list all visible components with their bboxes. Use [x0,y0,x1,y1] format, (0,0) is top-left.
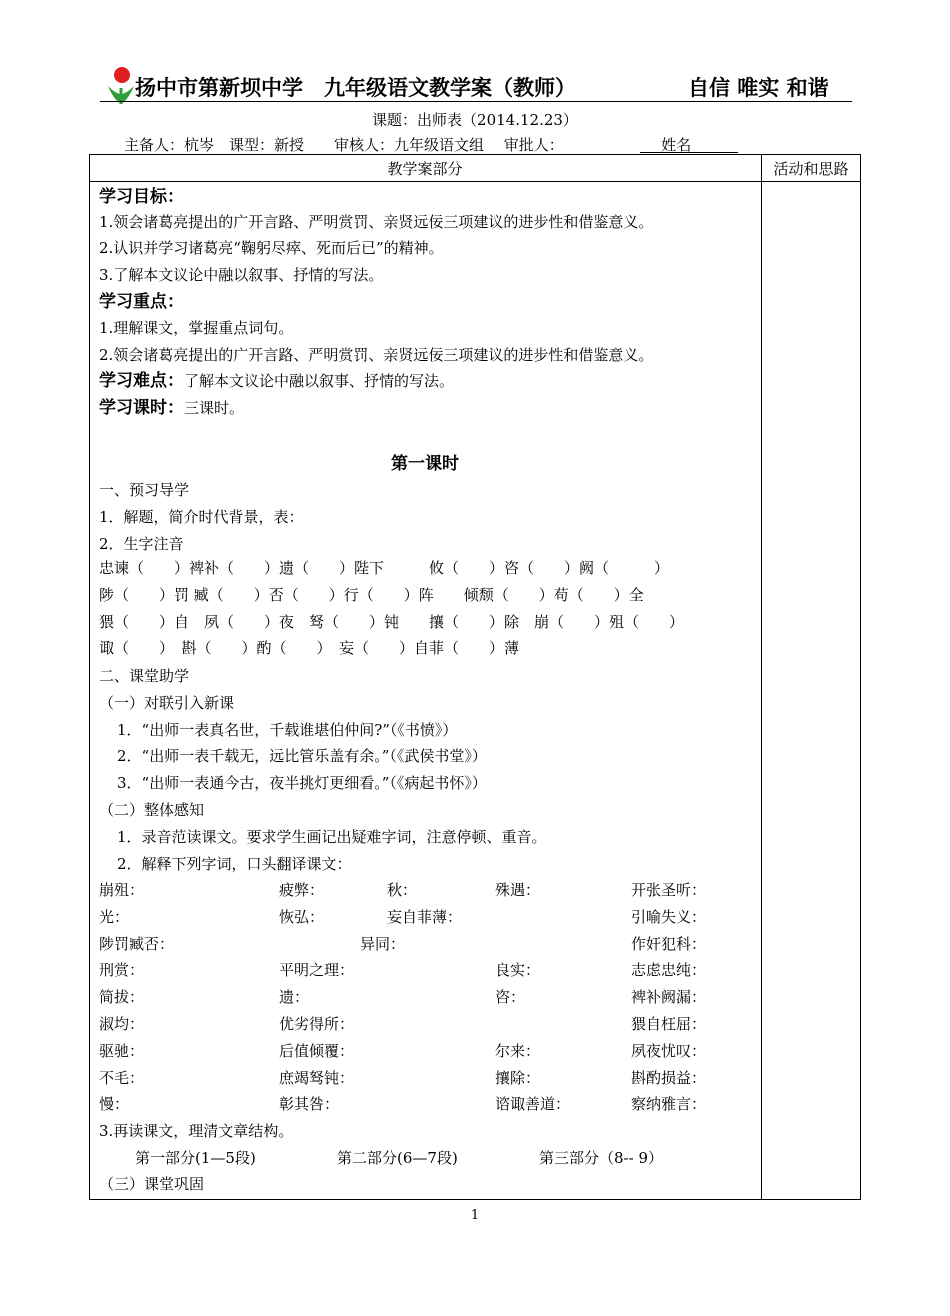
pinyin-row: 陟（ ）罚 臧（ ）否（ ）行（ ）阵 倾颓（ ）苟（ ）全 [99,586,644,604]
vocab-term: 志虑忠纯： [631,961,707,979]
vocab-term: 引喻失义： [631,908,707,926]
focus-heading: 学习重点： [99,292,184,312]
hours-text: 三课时。 [184,399,245,417]
couplet-item: 3．“出师一表通今古，夜半挑灯更细看。”（《病起书怀》） [117,774,487,792]
hours-heading: 学习课时： [99,398,184,418]
focus-item: 2.领会诸葛亮提出的广开言路、严明赏罚、亲贤远佞三项建议的进步性和借鉴意义。 [99,346,654,364]
vocab-term: 殊遇： [495,881,541,899]
vocab-term: 遗： [279,988,310,1006]
goal-item: 3.了解本文议论中融以叙事、抒情的写法。 [99,266,384,284]
school-motto: 自信 唯实 和谐 [688,76,829,100]
vocab-term: 咨： [495,988,526,1006]
goals-heading: 学习目标： [99,187,184,207]
vocab-term: 夙夜忧叹： [631,1042,707,1060]
structure-part: 第二部分(6—7段) [337,1149,458,1167]
vocab-term: 攘除： [495,1069,541,1087]
difficulty-row [99,368,454,394]
vocab-term: 作奸犯科： [631,935,707,953]
intro-heading: （一）对联引入新课 [99,694,235,712]
vocab-term: 秋： [387,881,418,899]
vocab-term: 猥自枉屈： [631,1015,707,1033]
lesson-meta: 主备人：杭岑 课型：新授 审核人：九年级语文组 审批人： 姓名 [124,136,692,154]
consolidate-heading: （三）课堂巩固 [99,1175,205,1193]
structure-part: 第三部分（8-- 9） [539,1149,663,1167]
goal-item: 1.领会诸葛亮提出的广开言路、严明赏罚、亲贤远佞三项建议的进步性和借鉴意义。 [99,213,654,231]
vocab-term: 光： [99,908,130,926]
lesson-title: 课题：出师表（2014.12.23） [372,111,578,129]
focus-item: 1.理解课文，掌握重点词句。 [99,319,294,337]
vocab-term: 平明之理： [279,961,355,979]
structure-part: 第一部分(1—5段) [135,1149,256,1167]
vocab-term: 异同： [360,935,406,953]
structure-heading: 3.再读课文，理清文章结构。 [99,1122,294,1140]
vocab-term: 驱驰： [99,1042,145,1060]
couplet-item: 1．“出师一表真名世，千载谁堪伯仲间?”（《书愤》） [117,721,458,739]
vocab-term: 妄自菲薄： [387,908,463,926]
vocab-term: 良实： [495,961,541,979]
approver-underline [640,152,738,153]
vocab-term: 崩殂： [99,881,145,899]
vocab-term: 察纳雅言： [631,1095,707,1113]
vocab-term: 开张圣听： [631,881,707,899]
vocab-term: 刑赏： [99,961,145,979]
hours-row [99,395,244,421]
page-number: 1 [470,1208,480,1223]
vocab-term: 彰其咎： [279,1095,340,1113]
pinyin-row: 猥（ ）自 夙（ ）夜 驽（ ）钝 攘（ ）除 崩（ ）殂（ ） [99,613,685,631]
school-title: 扬中市第新坝中学 九年级语文教学案（教师） [135,76,576,100]
school-logo-icon [106,66,136,106]
pinyin-row: 诹（ ） 斟（ ）酌（ ） 妄（ ）自菲（ ）薄 [99,639,520,657]
vocab-term: 优劣得所： [279,1015,355,1033]
goal-item: 2.认识并学习诸葛亮“鞠躬尽瘁、死而后已”的精神。 [99,239,444,257]
section-title: 第一课时 [391,454,459,474]
table-header-divider [89,181,861,182]
class-heading: 二、课堂助学 [99,667,190,685]
table-header-plan: 教学案部分 [387,160,463,178]
vocab-term: 斟酌损益： [631,1069,707,1087]
lesson-plan-table [89,154,861,1200]
difficulty-text: 了解本文议论中融以叙事、抒情的写法。 [184,372,455,390]
column-divider [761,154,762,1200]
vocab-term: 慢： [99,1095,130,1113]
vocab-term: 淑均： [99,1015,145,1033]
vocab-term: 陟罚臧否： [99,935,175,953]
overall-item: 1．录音范读课文。要求学生画记出疑难字词，注意停顿、重音。 [117,828,547,846]
vocab-term: 后值倾覆： [279,1042,355,1060]
preview-item: 2．生字注音 [99,535,184,553]
couplet-item: 2．“出师一表千载无，远比管乐盖有余。”（《武侯书堂》） [117,747,487,765]
vocab-term: 庶竭驽钝： [279,1069,355,1087]
pinyin-row: 忠谏（ ）裨补（ ）遗（ ）陛下 攸（ ）咨（ ）阙（ ） [99,559,670,577]
vocab-term: 恢弘： [279,908,325,926]
vocab-term: 疲弊： [279,881,325,899]
vocab-term: 裨补阙漏： [631,988,707,1006]
overall-heading: （二）整体感知 [99,801,205,819]
vocab-term: 简拔： [99,988,145,1006]
header-divider [100,101,852,102]
vocab-term: 谘诹善道： [495,1095,571,1113]
preview-item: 1．解题，简介时代背景，表： [99,508,304,526]
table-header-activities: 活动和思路 [773,160,849,178]
overall-item: 2．解释下列字词，口头翻译课文： [117,855,352,873]
vocab-term: 不毛： [99,1069,145,1087]
difficulty-heading: 学习难点： [99,371,184,391]
preview-heading: 一、预习导学 [99,481,190,499]
vocab-term: 尔来： [495,1042,541,1060]
